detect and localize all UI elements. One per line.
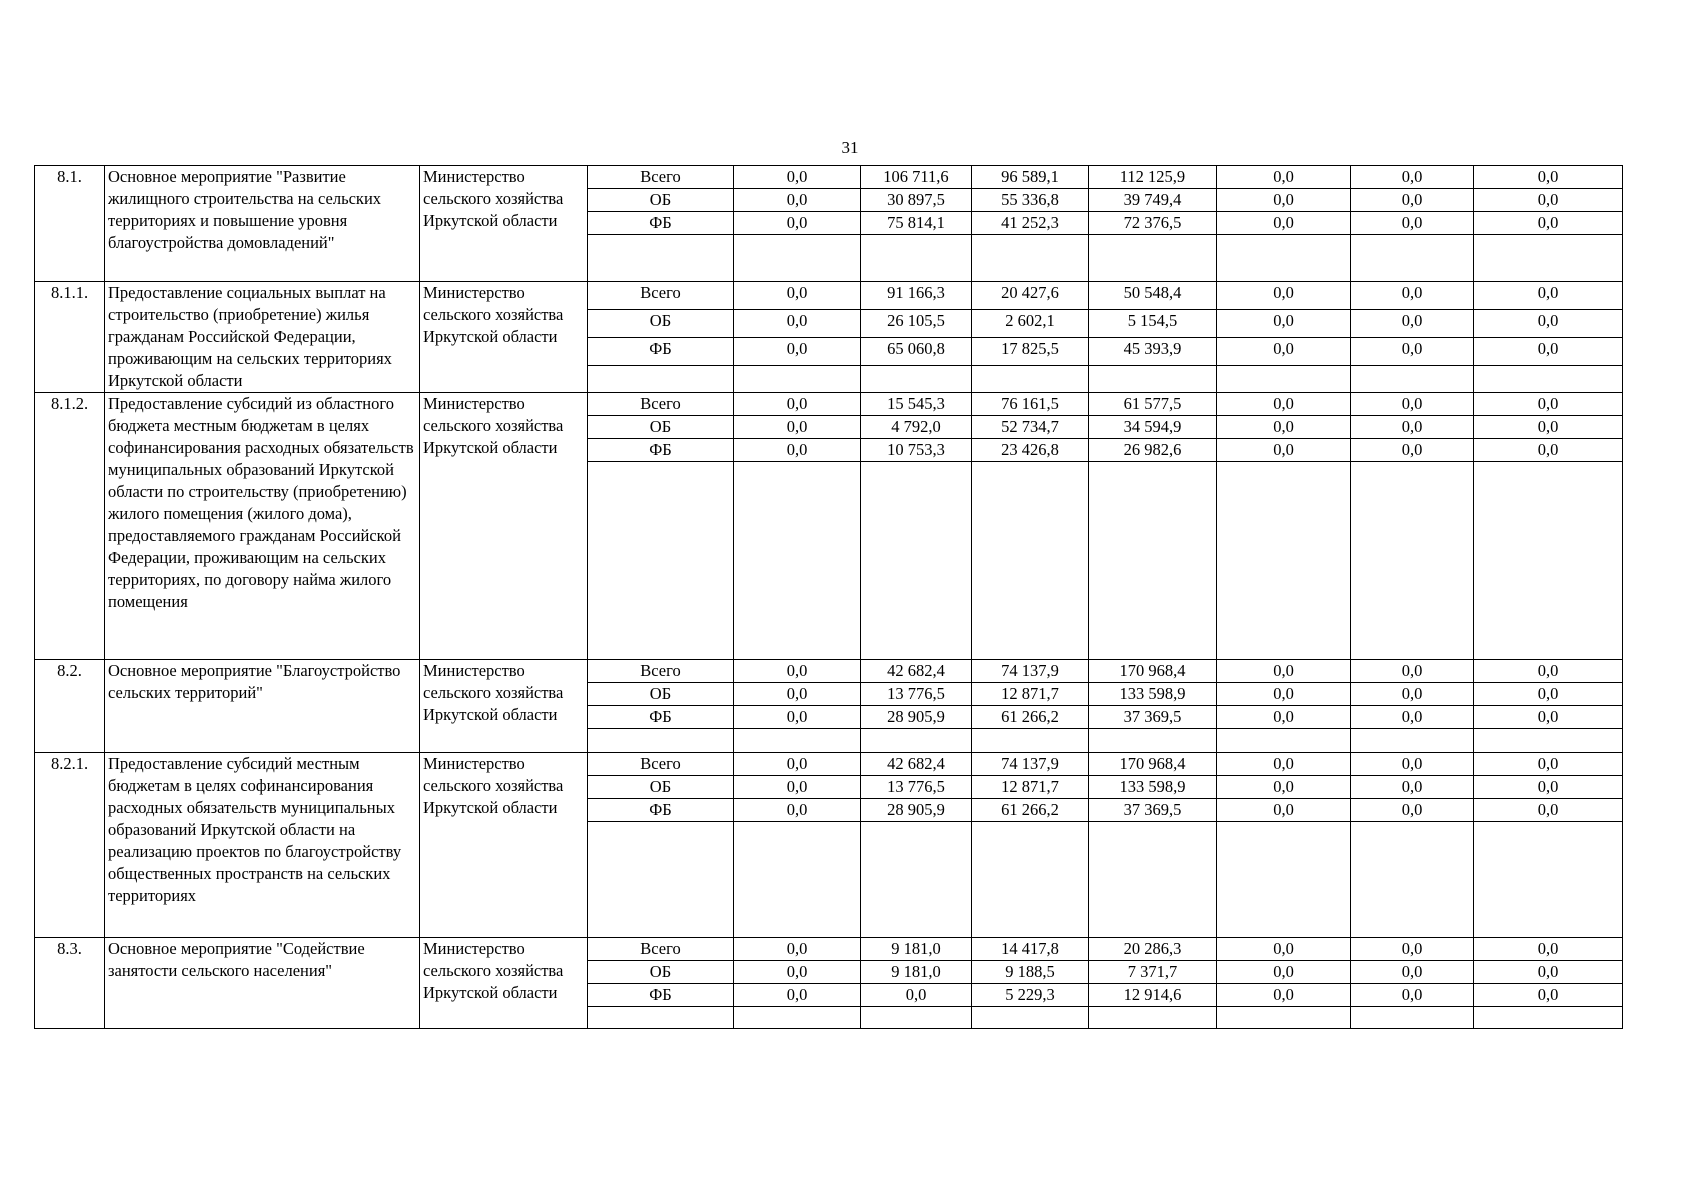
funding-type: ФБ bbox=[588, 799, 734, 822]
filler-cell bbox=[1089, 729, 1217, 753]
filler-cell bbox=[734, 729, 861, 753]
value-cell: 0,0 bbox=[734, 938, 861, 961]
value-cell: 61 577,5 bbox=[1089, 393, 1217, 416]
filler-cell bbox=[972, 462, 1089, 660]
value-cell: 0,0 bbox=[734, 439, 861, 462]
value-cell: 0,0 bbox=[1217, 189, 1351, 212]
value-cell: 12 914,6 bbox=[1089, 984, 1217, 1007]
value-cell: 0,0 bbox=[1351, 416, 1474, 439]
value-cell: 0,0 bbox=[734, 393, 861, 416]
filler-cell bbox=[1474, 822, 1623, 938]
value-cell: 0,0 bbox=[1217, 393, 1351, 416]
filler-cell bbox=[1089, 366, 1217, 393]
filler-cell bbox=[1474, 1007, 1623, 1029]
value-cell: 0,0 bbox=[1474, 799, 1623, 822]
value-cell: 0,0 bbox=[734, 706, 861, 729]
value-cell: 17 825,5 bbox=[972, 338, 1089, 366]
value-cell: 0,0 bbox=[1217, 282, 1351, 310]
value-cell: 61 266,2 bbox=[972, 799, 1089, 822]
budget-table bbox=[34, 165, 1623, 1029]
value-cell: 14 417,8 bbox=[972, 938, 1089, 961]
funding-type: Всего bbox=[588, 282, 734, 310]
value-cell: 0,0 bbox=[1217, 310, 1351, 338]
value-cell: 13 776,5 bbox=[861, 683, 972, 706]
value-cell: 74 137,9 bbox=[972, 753, 1089, 776]
row-code: 8.1.1. bbox=[35, 282, 105, 393]
value-cell: 41 252,3 bbox=[972, 212, 1089, 235]
value-cell: 0,0 bbox=[1351, 799, 1474, 822]
funding-type: Всего bbox=[588, 753, 734, 776]
funding-type: ОБ bbox=[588, 416, 734, 439]
value-cell: 9 181,0 bbox=[861, 938, 972, 961]
row-executor: Министерство сельского хозяйства Иркутской области bbox=[420, 660, 588, 753]
filler-cell bbox=[861, 366, 972, 393]
filler-cell bbox=[1217, 1007, 1351, 1029]
filler-cell bbox=[861, 1007, 972, 1029]
value-cell: 0,0 bbox=[734, 961, 861, 984]
value-cell: 170 968,4 bbox=[1089, 753, 1217, 776]
filler-cell bbox=[972, 729, 1089, 753]
row-name: Предоставление социальных выплат на строительство (приобретение) жилья гражданам Российской Федерации, проживающим на сельских территориях Иркутской области bbox=[105, 282, 420, 393]
value-cell: 0,0 bbox=[1351, 660, 1474, 683]
value-cell: 0,0 bbox=[734, 776, 861, 799]
value-cell: 0,0 bbox=[734, 753, 861, 776]
filler-cell bbox=[588, 1007, 734, 1029]
value-cell: 0,0 bbox=[734, 310, 861, 338]
value-cell: 0,0 bbox=[1474, 338, 1623, 366]
value-cell: 10 753,3 bbox=[861, 439, 972, 462]
row-executor: Министерство сельского хозяйства Иркутской области bbox=[420, 938, 588, 1029]
row-name: Предоставление субсидий из областного бюджета местным бюджетам в целях софинансирования расходных обязательств муниципальных образований Иркутской области по строительству (приобретению) жилого помещения (жилого дома), предоставляемого гражданам Российской Федерации, проживающим на сельских территориях, по договору найма жилого помещения bbox=[105, 393, 420, 660]
value-cell: 133 598,9 bbox=[1089, 683, 1217, 706]
value-cell: 0,0 bbox=[1351, 938, 1474, 961]
value-cell: 0,0 bbox=[1217, 683, 1351, 706]
value-cell: 0,0 bbox=[1217, 660, 1351, 683]
value-cell: 0,0 bbox=[1217, 984, 1351, 1007]
filler-cell bbox=[734, 462, 861, 660]
funding-type: ОБ bbox=[588, 189, 734, 212]
funding-type: ФБ bbox=[588, 338, 734, 366]
value-cell: 74 137,9 bbox=[972, 660, 1089, 683]
value-cell: 12 871,7 bbox=[972, 776, 1089, 799]
funding-type: ОБ bbox=[588, 776, 734, 799]
row-code: 8.2.1. bbox=[35, 753, 105, 938]
table-row bbox=[35, 938, 1623, 961]
value-cell: 28 905,9 bbox=[861, 799, 972, 822]
value-cell: 37 369,5 bbox=[1089, 706, 1217, 729]
value-cell: 96 589,1 bbox=[972, 166, 1089, 189]
funding-type: ФБ bbox=[588, 984, 734, 1007]
value-cell: 61 266,2 bbox=[972, 706, 1089, 729]
value-cell: 0,0 bbox=[1351, 961, 1474, 984]
value-cell: 0,0 bbox=[1474, 166, 1623, 189]
filler-cell bbox=[1089, 235, 1217, 282]
value-cell: 0,0 bbox=[1217, 799, 1351, 822]
filler-cell bbox=[734, 822, 861, 938]
filler-cell bbox=[1351, 235, 1474, 282]
row-name: Предоставление субсидий местным бюджетам в целях софинансирования расходных обязательств муниципальных образований Иркутской области на реализацию проектов по благоустройству общественных пространств на сельских территориях bbox=[105, 753, 420, 938]
value-cell: 0,0 bbox=[1474, 282, 1623, 310]
value-cell: 0,0 bbox=[734, 683, 861, 706]
filler-cell bbox=[1089, 1007, 1217, 1029]
filler-cell bbox=[861, 729, 972, 753]
table-row bbox=[35, 166, 1623, 189]
table-row bbox=[35, 753, 1623, 776]
value-cell: 106 711,6 bbox=[861, 166, 972, 189]
value-cell: 26 982,6 bbox=[1089, 439, 1217, 462]
value-cell: 0,0 bbox=[1351, 753, 1474, 776]
table-body bbox=[35, 166, 1623, 1029]
value-cell: 0,0 bbox=[734, 166, 861, 189]
value-cell: 55 336,8 bbox=[972, 189, 1089, 212]
filler-cell bbox=[1474, 462, 1623, 660]
table-row bbox=[35, 660, 1623, 683]
funding-type: ФБ bbox=[588, 212, 734, 235]
page-number: 31 bbox=[841, 138, 859, 157]
filler-cell bbox=[1217, 462, 1351, 660]
filler-cell bbox=[588, 729, 734, 753]
value-cell: 0,0 bbox=[1474, 984, 1623, 1007]
value-cell: 0,0 bbox=[734, 189, 861, 212]
value-cell: 20 427,6 bbox=[972, 282, 1089, 310]
value-cell: 0,0 bbox=[1474, 439, 1623, 462]
row-name: Основное мероприятие "Содействие занятости сельского населения" bbox=[105, 938, 420, 1029]
filler-cell bbox=[734, 235, 861, 282]
row-code: 8.2. bbox=[35, 660, 105, 753]
filler-cell bbox=[972, 822, 1089, 938]
value-cell: 39 749,4 bbox=[1089, 189, 1217, 212]
filler-cell bbox=[972, 366, 1089, 393]
value-cell: 34 594,9 bbox=[1089, 416, 1217, 439]
value-cell: 26 105,5 bbox=[861, 310, 972, 338]
value-cell: 0,0 bbox=[1217, 776, 1351, 799]
value-cell: 15 545,3 bbox=[861, 393, 972, 416]
value-cell: 2 602,1 bbox=[972, 310, 1089, 338]
row-executor: Министерство сельского хозяйства Иркутской области bbox=[420, 166, 588, 282]
filler-cell bbox=[1351, 462, 1474, 660]
filler-cell bbox=[1217, 366, 1351, 393]
value-cell: 45 393,9 bbox=[1089, 338, 1217, 366]
funding-type: ОБ bbox=[588, 310, 734, 338]
value-cell: 0,0 bbox=[1474, 776, 1623, 799]
funding-type: Всего bbox=[588, 938, 734, 961]
value-cell: 0,0 bbox=[1351, 776, 1474, 799]
value-cell: 0,0 bbox=[1351, 310, 1474, 338]
value-cell: 76 161,5 bbox=[972, 393, 1089, 416]
value-cell: 0,0 bbox=[1474, 683, 1623, 706]
filler-cell bbox=[1351, 822, 1474, 938]
value-cell: 133 598,9 bbox=[1089, 776, 1217, 799]
value-cell: 0,0 bbox=[1351, 984, 1474, 1007]
value-cell: 0,0 bbox=[1351, 189, 1474, 212]
value-cell: 0,0 bbox=[734, 338, 861, 366]
funding-type: Всего bbox=[588, 660, 734, 683]
filler-cell bbox=[1474, 729, 1623, 753]
value-cell: 0,0 bbox=[1217, 416, 1351, 439]
row-code: 8.1.2. bbox=[35, 393, 105, 660]
value-cell: 0,0 bbox=[1351, 338, 1474, 366]
filler-cell bbox=[1474, 235, 1623, 282]
row-executor: Министерство сельского хозяйства Иркутской области bbox=[420, 393, 588, 660]
value-cell: 0,0 bbox=[1474, 660, 1623, 683]
value-cell: 0,0 bbox=[1217, 961, 1351, 984]
filler-cell bbox=[588, 822, 734, 938]
value-cell: 12 871,7 bbox=[972, 683, 1089, 706]
value-cell: 0,0 bbox=[1474, 393, 1623, 416]
value-cell: 4 792,0 bbox=[861, 416, 972, 439]
funding-type: Всего bbox=[588, 166, 734, 189]
value-cell: 0,0 bbox=[734, 660, 861, 683]
value-cell: 0,0 bbox=[1474, 212, 1623, 235]
value-cell: 0,0 bbox=[1474, 753, 1623, 776]
filler-cell bbox=[588, 235, 734, 282]
row-name: Основное мероприятие "Благоустройство сельских территорий" bbox=[105, 660, 420, 753]
value-cell: 20 286,3 bbox=[1089, 938, 1217, 961]
row-executor: Министерство сельского хозяйства Иркутской области bbox=[420, 282, 588, 393]
value-cell: 9 188,5 bbox=[972, 961, 1089, 984]
value-cell: 0,0 bbox=[1474, 706, 1623, 729]
value-cell: 0,0 bbox=[1474, 189, 1623, 212]
filler-cell bbox=[861, 822, 972, 938]
value-cell: 0,0 bbox=[1217, 212, 1351, 235]
value-cell: 75 814,1 bbox=[861, 212, 972, 235]
value-cell: 50 548,4 bbox=[1089, 282, 1217, 310]
value-cell: 0,0 bbox=[734, 799, 861, 822]
row-code: 8.1. bbox=[35, 166, 105, 282]
value-cell: 0,0 bbox=[734, 416, 861, 439]
filler-cell bbox=[1351, 729, 1474, 753]
value-cell: 0,0 bbox=[1217, 938, 1351, 961]
value-cell: 0,0 bbox=[1351, 212, 1474, 235]
value-cell: 65 060,8 bbox=[861, 338, 972, 366]
value-cell: 0,0 bbox=[734, 282, 861, 310]
filler-cell bbox=[1217, 729, 1351, 753]
filler-cell bbox=[734, 366, 861, 393]
value-cell: 0,0 bbox=[1474, 961, 1623, 984]
value-cell: 7 371,7 bbox=[1089, 961, 1217, 984]
table-row bbox=[35, 393, 1623, 416]
value-cell: 0,0 bbox=[1351, 282, 1474, 310]
funding-type: ФБ bbox=[588, 439, 734, 462]
value-cell: 0,0 bbox=[1474, 938, 1623, 961]
value-cell: 9 181,0 bbox=[861, 961, 972, 984]
value-cell: 0,0 bbox=[861, 984, 972, 1007]
row-name: Основное мероприятие "Развитие жилищного строительства на сельских территориях и повышение уровня благоустройства домовладений" bbox=[105, 166, 420, 282]
value-cell: 0,0 bbox=[1217, 166, 1351, 189]
value-cell: 0,0 bbox=[1351, 683, 1474, 706]
value-cell: 23 426,8 bbox=[972, 439, 1089, 462]
filler-cell bbox=[588, 462, 734, 660]
filler-cell bbox=[972, 235, 1089, 282]
value-cell: 42 682,4 bbox=[861, 753, 972, 776]
row-executor: Министерство сельского хозяйства Иркутской области bbox=[420, 753, 588, 938]
value-cell: 5 154,5 bbox=[1089, 310, 1217, 338]
value-cell: 72 376,5 bbox=[1089, 212, 1217, 235]
value-cell: 0,0 bbox=[1351, 439, 1474, 462]
table-row bbox=[35, 282, 1623, 310]
value-cell: 0,0 bbox=[1474, 310, 1623, 338]
row-code: 8.3. bbox=[35, 938, 105, 1029]
value-cell: 0,0 bbox=[734, 212, 861, 235]
value-cell: 112 125,9 bbox=[1089, 166, 1217, 189]
funding-type: ФБ bbox=[588, 706, 734, 729]
filler-cell bbox=[588, 366, 734, 393]
filler-cell bbox=[1089, 462, 1217, 660]
value-cell: 5 229,3 bbox=[972, 984, 1089, 1007]
funding-type: ОБ bbox=[588, 961, 734, 984]
filler-cell bbox=[1474, 366, 1623, 393]
filler-cell bbox=[734, 1007, 861, 1029]
filler-cell bbox=[861, 462, 972, 660]
filler-cell bbox=[1351, 1007, 1474, 1029]
value-cell: 28 905,9 bbox=[861, 706, 972, 729]
value-cell: 0,0 bbox=[1217, 439, 1351, 462]
value-cell: 91 166,3 bbox=[861, 282, 972, 310]
value-cell: 37 369,5 bbox=[1089, 799, 1217, 822]
value-cell: 52 734,7 bbox=[972, 416, 1089, 439]
value-cell: 42 682,4 bbox=[861, 660, 972, 683]
value-cell: 0,0 bbox=[1351, 706, 1474, 729]
value-cell: 13 776,5 bbox=[861, 776, 972, 799]
value-cell: 0,0 bbox=[1351, 166, 1474, 189]
value-cell: 30 897,5 bbox=[861, 189, 972, 212]
funding-type: Всего bbox=[588, 393, 734, 416]
value-cell: 0,0 bbox=[1217, 706, 1351, 729]
value-cell: 0,0 bbox=[1217, 338, 1351, 366]
filler-cell bbox=[1351, 366, 1474, 393]
filler-cell bbox=[1217, 822, 1351, 938]
filler-cell bbox=[861, 235, 972, 282]
value-cell: 0,0 bbox=[1351, 393, 1474, 416]
value-cell: 0,0 bbox=[1474, 416, 1623, 439]
value-cell: 0,0 bbox=[734, 984, 861, 1007]
value-cell: 170 968,4 bbox=[1089, 660, 1217, 683]
filler-cell bbox=[1217, 235, 1351, 282]
value-cell: 0,0 bbox=[1217, 753, 1351, 776]
filler-cell bbox=[972, 1007, 1089, 1029]
funding-type: ОБ bbox=[588, 683, 734, 706]
filler-cell bbox=[1089, 822, 1217, 938]
